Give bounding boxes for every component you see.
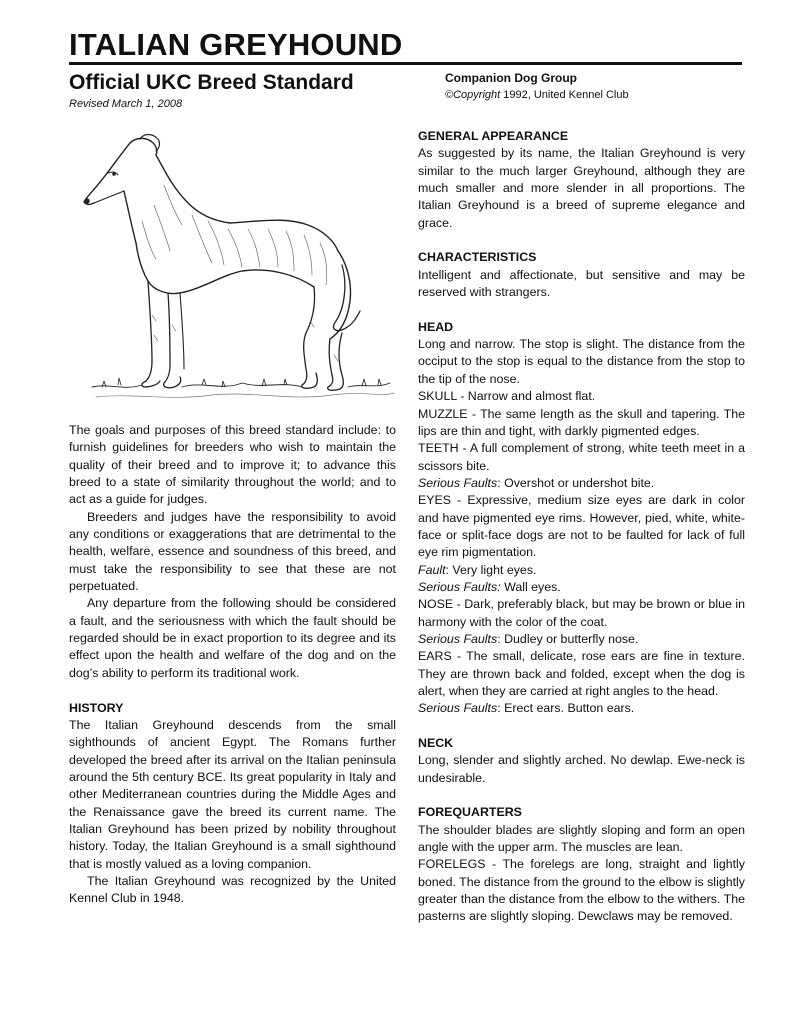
general-appearance-text: As suggested by its name, the Italian Greyhound is very similar to the much larger Greyhound, although they are much smaller and more slender in all proportions. The Italian Greyhound is a breed of supreme elegance and grace.: [418, 146, 745, 230]
teeth-fault: [418, 475, 745, 492]
intro-paragraph-2: Breeders and judges have the responsibility to avoid any conditions or exaggerations that are detrimental to the health, welfare, essence and soundness of this breed, and must take the responsibility to see that these are not perpetuated.: [69, 509, 396, 594]
fault-text: : Erect ears. Button ears.: [497, 701, 635, 716]
fault-label: Serious Faults: [418, 701, 498, 716]
forequarters-text: The shoulder blades are slightly sloping and form an open angle with the upper arm. The muscles are lean.: [418, 822, 745, 855]
forequarters-heading: FOREQUARTERS: [418, 805, 522, 820]
breed-group: Companion Dog Group: [445, 71, 577, 85]
greyhound-illustration: [72, 125, 400, 415]
neck-heading: NECK: [418, 736, 454, 751]
history-paragraph-1: The Italian Greyhound descends from the small sighthounds of ancient Egypt. The Romans further developed the breed after its arrival on the Italian peninsula around the 5th century BCE. Its great popularity in Italy and other Mediterranean countries during the Middle Ages and the Renaissance gave the breed its current name. The Italian Greyhound has been prized by nobility throughout history. Today, the Italian Greyhound is a small sighthound that is mostly valued as a loving companion.: [69, 717, 396, 871]
title-rule: [69, 62, 742, 65]
characteristics-heading: CHARACTERISTICS: [418, 250, 537, 265]
head-heading: HEAD: [418, 319, 454, 334]
intro-paragraph-3: Any departure from the following should be considered a fault, and the seriousness with which the fault should be regarded should be in exact proportion to its degree and its effect upon the health and welfare of the dog and on the dog’s ability to perform its traditional work.: [69, 596, 396, 680]
muzzle-text: MUZZLE - The same length as the skull and tapering. The lips are thin and tight, with darkly pigmented edges.: [418, 406, 745, 438]
ears-fault: [418, 700, 745, 717]
intro-paragraph-1: The goals and purposes of this breed standard include: to furnish guidelines for breeders who wish to maintain the quality of their breed and to improve it; to advance this breed to a state of similarity throughout the world; and to act as a guide for judges.: [69, 423, 396, 507]
eyes-text: EYES - Expressive, medium size eyes are dark in color and have pigmented eye rims. However, pied, white, white-face or split-face dogs are not to be faulted for lack of full eye rim pigmentation.: [418, 493, 745, 560]
forelegs-text: FORELEGS - The forelegs are long, straight and lightly boned. The distance from the ground to the elbow is slightly greater than the distance from the elbow to the withers. The pasterns are slightly sloping. Dewclaws may be removed.: [418, 857, 745, 924]
right-column: [418, 128, 745, 926]
ears-text: EARS - The small, delicate, rose ears are fine in texture. They are thrown back and folded, except when the dog is alert, when they are carried at right angles to the head.: [418, 649, 745, 698]
characteristics-text: Intelligent and affectionate, but sensitive and may be reserved with strangers.: [418, 267, 745, 300]
nose-fault: [418, 631, 745, 648]
eyes-fault: [418, 562, 745, 579]
left-column: [69, 422, 396, 908]
copyright-word: ©Copyright: [445, 89, 501, 101]
general-appearance-heading: GENERAL APPEARANCE: [418, 129, 569, 143]
neck-text: Long, slender and slightly arched. No dewlap. Ewe-neck is undesirable.: [418, 753, 745, 785]
copyright-text: 1992, United Kennel Club: [500, 89, 629, 101]
subtitle: Official UKC Breed Standard: [69, 71, 354, 94]
fault-text: : Overshot or undershot bite.: [497, 475, 655, 490]
head-text: Long and narrow. The stop is slight. The distance from the occiput to the stop is equal to the distance from the stop to the tip of the nose.: [418, 337, 745, 386]
skull-text: SKULL - Narrow and almost flat.: [418, 389, 596, 404]
fault-text: : Dudley or butterfly nose.: [497, 631, 639, 646]
fault-label: Serious Faults: [418, 631, 498, 646]
fault-text: Wall eyes.: [500, 579, 561, 594]
fault-label: Serious Faults:: [418, 579, 501, 594]
fault-label: Serious Faults: [418, 475, 498, 490]
history-heading: HISTORY: [69, 700, 124, 715]
fault-label: Fault: [418, 562, 446, 577]
teeth-text: TEETH - A full complement of strong, white teeth meet in a scissors bite.: [418, 441, 745, 473]
revised-date: Revised March 1, 2008: [69, 98, 183, 110]
copyright-line: [445, 89, 629, 101]
page-title: ITALIAN GREYHOUND: [69, 27, 403, 62]
fault-text: : Very light eyes.: [445, 562, 537, 577]
eyes-serious-fault: [418, 579, 745, 596]
nose-text: NOSE - Dark, preferably black, but may be brown or blue in harmony with the color of the coat.: [418, 597, 745, 629]
history-paragraph-2: The Italian Greyhound was recognized by the United Kennel Club in 1948.: [69, 873, 396, 906]
